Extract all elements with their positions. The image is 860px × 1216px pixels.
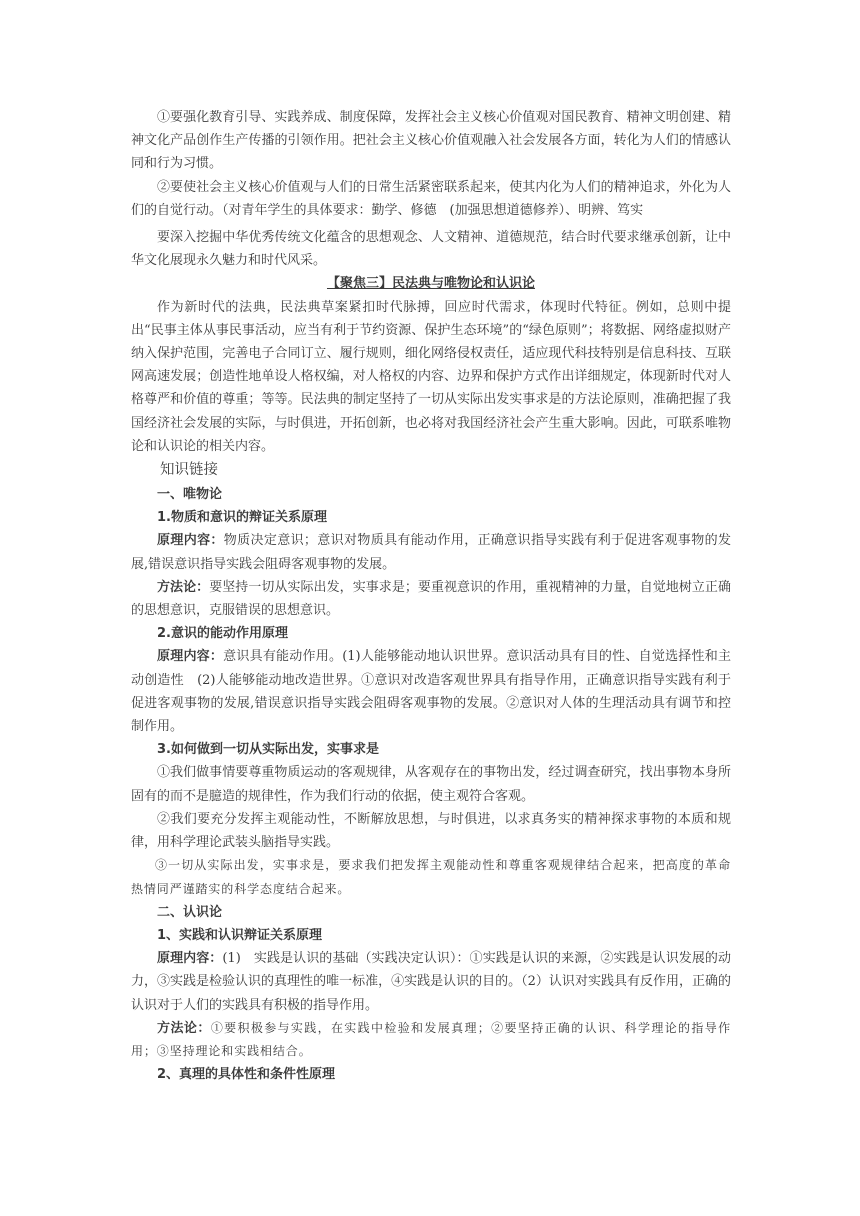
paragraph: 要深入挖掘中华优秀传统文化蕴含的思想观念、人文精神、道德规范，结合时代要求继承创新，让中华文化展现永久魅力和时代风采。 [131,230,731,269]
paragraph [131,1017,731,1063]
label-method: 方法论： [157,579,210,595]
label-method: 方法论： [157,1020,211,1036]
text: ①要积极参与实践，在实践中检验和发展真理；②要坚持正确的认识、科学理论的指导作用；③坚持理论和实践相结合。 [131,1020,731,1058]
paragraph [131,947,731,1017]
label-principle: 原理内容： [157,533,224,549]
paragraph [131,645,731,738]
paragraph [131,529,731,575]
heading-subsection: 1.物质和意识的辩证关系原理 [157,510,327,526]
label-principle: 原理内容： [157,649,224,665]
paragraph: ①我们做事情要尊重物质运动的客观规律，从客观存在的事物出发，经过调查研究，找出事物本身所固有的而不是臆造的规律性，作为我们行动的依据，使主观符合客观。 [131,765,731,804]
paragraph: ②要使社会主义核心价值观与人们的日常生活紧密联系起来，使其内化为人们的精神追求，外化为人们的自觉行动。（对青年学生的具体要求：勤学、修德 (加强思想道德修养）、明辨、笃实 [131,179,731,218]
text: 要坚持一切从实际出发，实事求是；要重视意识的作用，重视精神的力量，自觉地树立正确的思想意识，克服错误的思想意识。 [131,579,731,619]
paragraph: ①要强化教育引导、实践养成、制度保障，发挥社会主义核心价值观对国民教育、精神文明创建、精神文化产品创作生产传播的引领作用。把社会主义核心价值观融入社会发展各方面，转化为人们的情感认同和行为习惯。 [131,110,731,172]
paragraph [131,576,731,622]
heading-knowledge-link: 知识链接 [160,462,218,479]
paragraph: 作为新时代的法典，民法典草案紧扣时代脉搏，回应时代需求，体现时代特征。例如，总则中提出“民事主体从事民事活动，应当有利于节约资源、保护生态环境”的“绿色原则”；将数据、网络虚拟财产纳入保护范围，完善电子合同订立、履行规则，细化网络侵权责任，适应现代科技特别是信息科技、互联网高速发展；创造性地单设人格权编，对人格权的内容、边界和保护方式作出详细规定，体现新时代对人格尊严和价值的尊重；等等。民法典的制定坚持了一切从实际出发实事求是的方法论原则，准确把握了我国经济社会发展的实际，与时俱进，开拓创新，也必将对我国经济社会产生重大影响。因此，可联系唯物论和认识论的相关内容。 [131,299,731,454]
heading-section-2: 二、认识论 [157,904,223,920]
heading-subsection: 2、真理的具体性和条件性原理 [157,1067,336,1083]
text: 物质决定意识；意识对物质具有能动作用，正确意识指导实践有利于促进客观事物的发展,错误意识指导实践会阻碍客观事物的发展。 [131,533,731,572]
paragraph: ②我们要充分发挥主观能动性，不断解放思想，与时俱进，以求真务实的精神探求事物的本质和规律，用科学理论武装头脑指导实践。 [131,811,731,851]
text: (1) 实践是认识的基础（实践决定认识）：①实践是认识的来源，②实践是认识发展的动力，③实践是检验认识的真理性的唯一标准，④实践是认识的目的。（2）认识对实践具有反作用，正确的认识对于人们的实践具有积极的指导作用。 [131,951,731,1013]
text: 意识具有能动作用。(1)人能够能动地认识世界。意识活动具有目的性、自觉选择性和主动创造性 (2)人能够能动地改造世界。①意识对改造客观世界具有指导作用，正确意识指导实践有利于促进客观事物的发展,错误意识指导实践会阻碍客观事物的发展。②意识对人体的生理活动具有调节和控制作用。 [131,649,731,735]
section-title-focus: 【聚焦三】民法典与唯物论和认识论 [326,276,535,292]
heading-section-1: 一、唯物论 [157,487,223,503]
document-body [131,106,731,1086]
label-principle: 原理内容： [157,951,223,967]
paragraph: ③一切从实际出发，实事求是，要求我们把发挥主观能动性和尊重客观规律结合起来，把高度的革命热情同严谨踏实的科学态度结合起来。 [131,858,731,896]
heading-subsection: 1、实践和认识辩证关系原理 [157,927,323,943]
heading-subsection: 3.如何做到一切从实际出发，实事求是 [157,742,379,758]
heading-subsection: 2.意识的能动作用原理 [157,626,288,642]
